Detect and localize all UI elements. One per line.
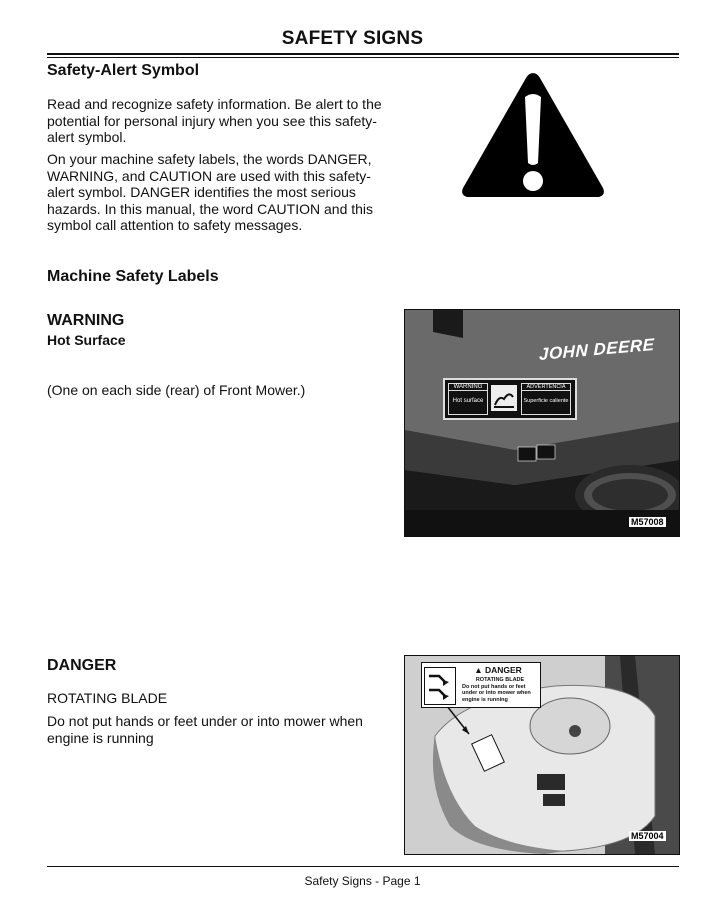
text-line: potential for personal injury when you see this safety-: [47, 112, 377, 129]
text-line: alert symbol. DANGER identifies the most serious: [47, 184, 356, 200]
alert-paragraph-2: [47, 151, 392, 234]
text-line: hazards. In this manual, the word CAUTION and this: [47, 200, 374, 217]
hot-surface-pictogram-icon: [491, 385, 517, 411]
decal-danger-title: DANGER: [484, 665, 522, 675]
rotating-blade-pictogram-icon: [424, 667, 456, 705]
safety-alert-heading: Safety-Alert Symbol: [47, 62, 200, 79]
text-line: Read and recognize safety information. Be alert to the: [47, 96, 382, 112]
danger-hazard: ROTATING BLADE: [47, 690, 168, 706]
decal-text-line: ROTATING BLADE: [475, 677, 525, 683]
machine-labels-heading: Machine Safety Labels: [47, 268, 219, 285]
decal-warning-title: WARNING: [449, 384, 487, 391]
decal-text-line: Do not put hands or feet: [462, 683, 526, 690]
warning-hazard: Hot Surface: [47, 332, 126, 348]
text-line: WARNING, and CAUTION are used with this safety-: [47, 167, 371, 184]
john-deere-logo-text: JOHN DEERE: [539, 334, 655, 365]
warning-triangle-icon: ▲: [474, 665, 485, 675]
decal-text-line: under or into mower when: [462, 690, 531, 696]
text-line: alert symbol.: [47, 129, 127, 145]
alert-paragraph-1: [47, 96, 392, 146]
text-line: On your machine safety labels, the words DANGER,: [47, 151, 372, 167]
footer-rule: [47, 866, 679, 867]
danger-instruction: [47, 713, 407, 746]
text-line: Do not put hands or feet under or into mower when: [47, 713, 363, 729]
page-footer: Safety Signs - Page 1: [304, 874, 421, 888]
decal-advertencia-text: Superficie caliente: [523, 398, 569, 404]
text-line: symbol call attention to safety messages.: [47, 217, 303, 233]
warning-location-note: (One on each side (rear) of Front Mower.): [47, 382, 306, 398]
warning-photo: [404, 309, 680, 537]
hot-surface-decal: [443, 378, 577, 420]
safety-alert-symbol-icon: [459, 69, 607, 203]
rotating-blade-decal: [421, 662, 541, 708]
photo-id-label: M57008: [631, 517, 664, 527]
header-rule: [47, 53, 679, 55]
decal-advertencia-title: ADVERTENCIA: [522, 384, 570, 391]
photo-id-label: M57004: [631, 831, 664, 841]
page-title: SAFETY SIGNS: [281, 28, 424, 49]
text-line: engine is running: [47, 729, 154, 746]
warning-signal-word: WARNING: [47, 312, 125, 329]
danger-photo: [404, 655, 680, 855]
decal-warning-text: Hot surface: [452, 398, 484, 404]
header-rule-thin: [47, 57, 679, 58]
decal-text-line: engine is running: [462, 696, 508, 703]
danger-signal-word: DANGER: [47, 657, 117, 674]
